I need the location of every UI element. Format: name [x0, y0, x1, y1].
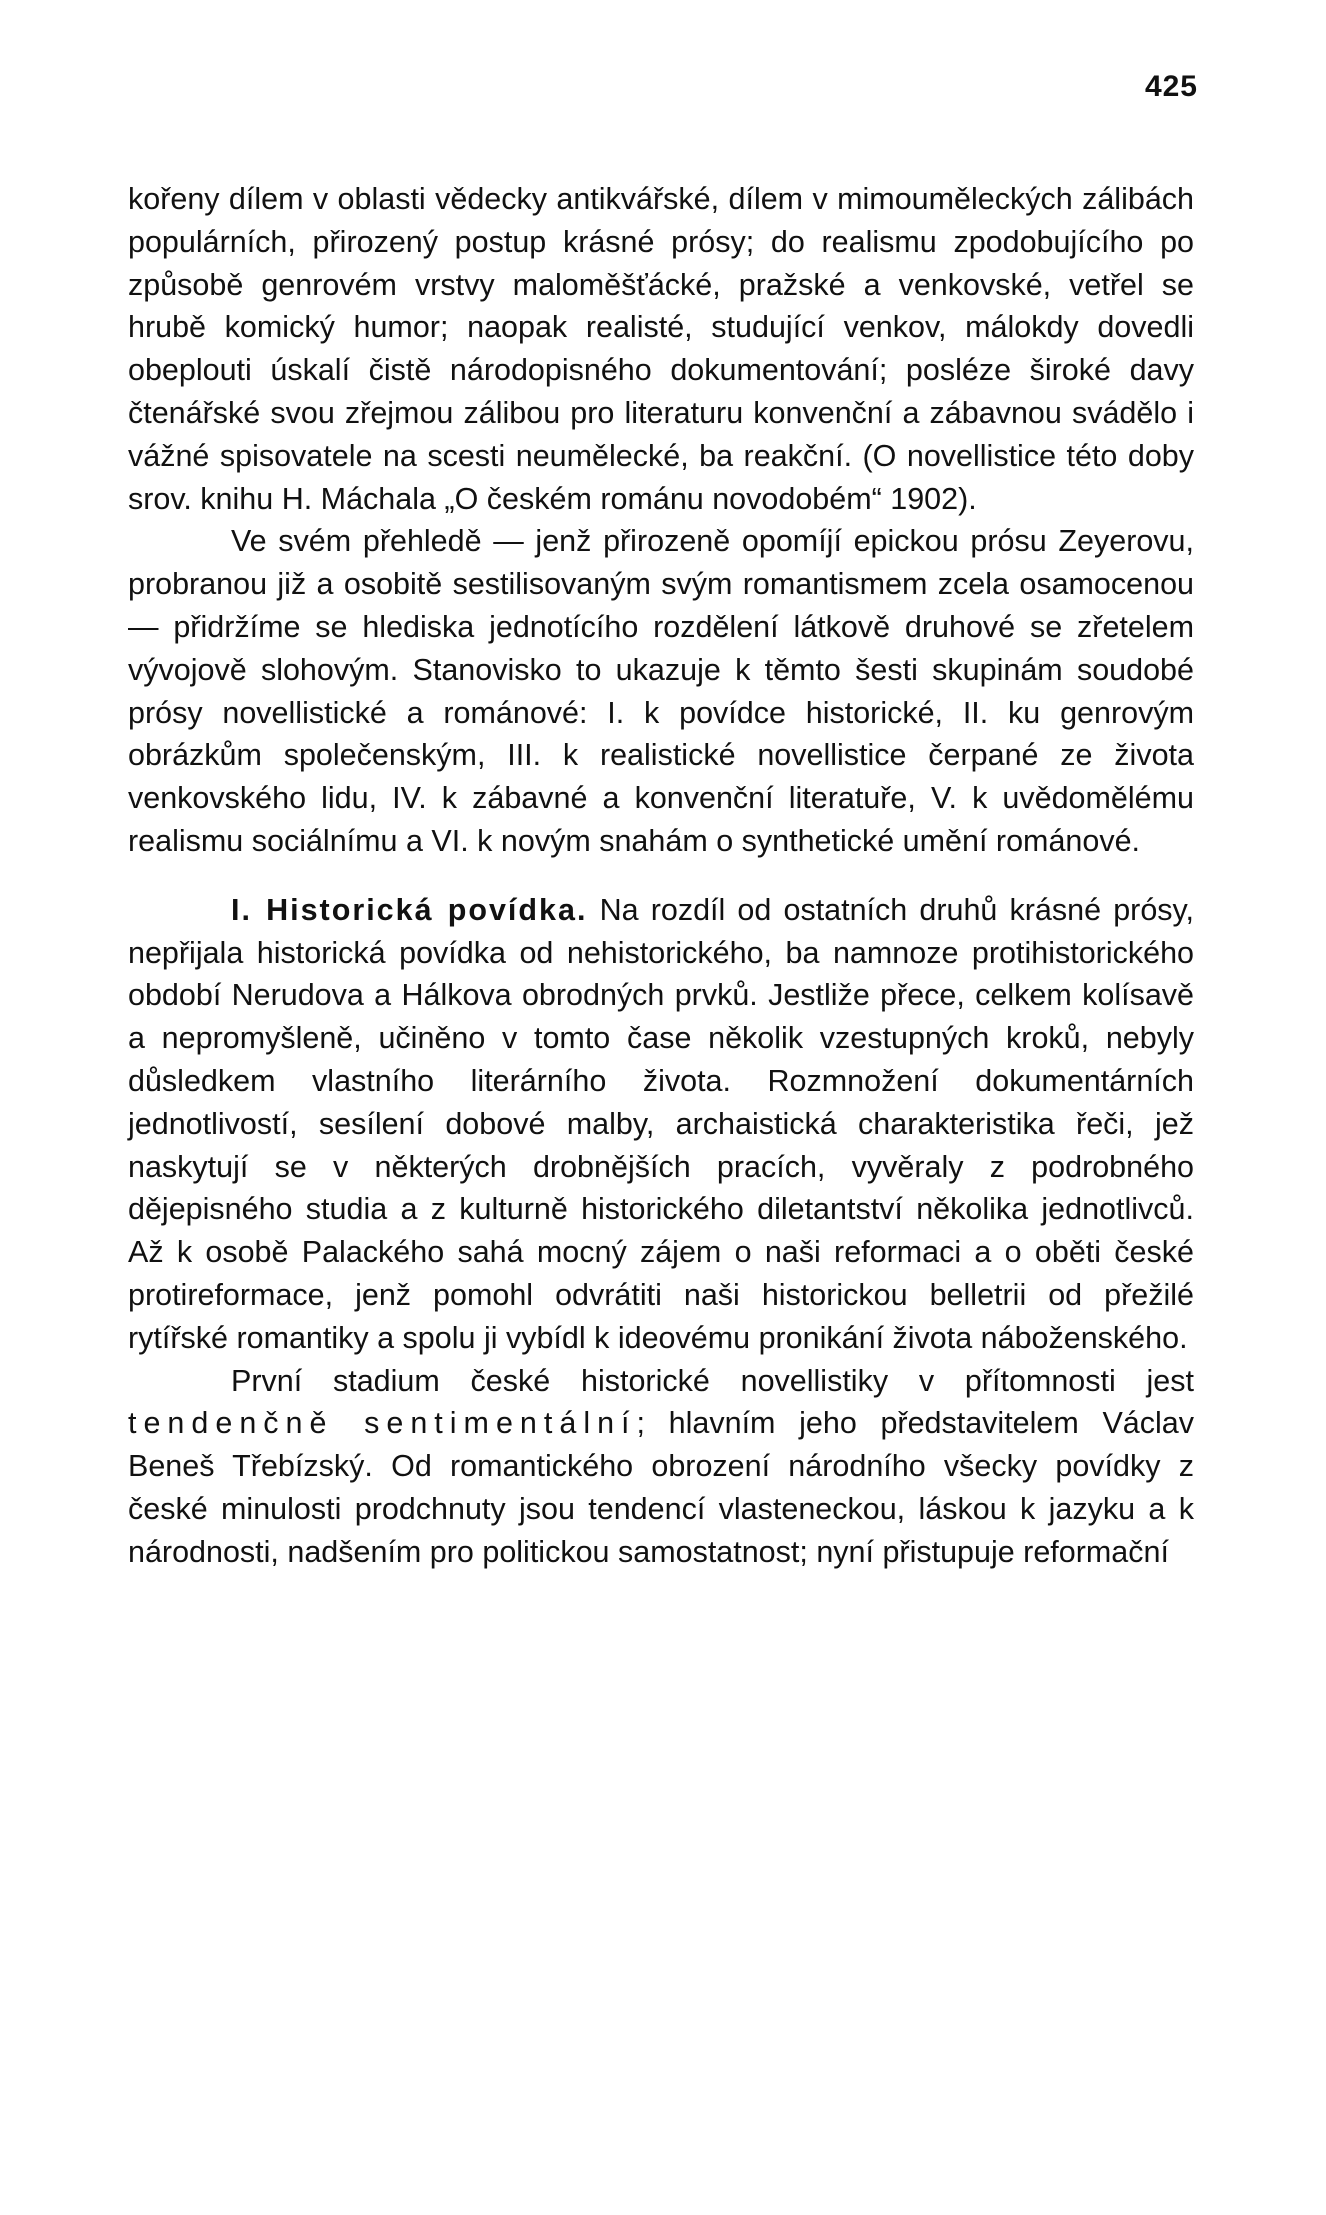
page-number: 425: [1144, 70, 1198, 103]
paragraph-1: kořeny dílem v oblasti vědecky antikvářské, dílem v mimouměleckých zálibách populárních, přirozený postup krásné prósy; do realismu zpodobujícího po způsobě genrovém vrstvy maloměšťácké, pražské a venkovské, vetřel se hrubě komický humor; naopak realisté, studující venkov, málokdy dovedli obeplouti úskalí čistě národopisného dokumentování; posléze široké davy čtenářské svou zřejmou zálibou pro literaturu konvenční a zábavnou svádělo i vážné spisovatele na scesti neumělecké, ba reakční. (O novellistice této doby srov. knihu H. Máchala „O českém románu novodobém“ 1902).: [128, 182, 1194, 516]
paragraph-2: Ve svém přehledě — jenž přirozeně opomíjí epickou prósu Zeyerovu, probranou již a osobitě sestilisovaným svým romantismem zcela osamocenou — přidržíme se hlediska jednotícího rozdělení látkově druhové se zřetelem vývojově slohovým. Stanovisko to ukazuje k těmto šesti skupinám soudobé prósy novellistické a románové: I. k povídce historické, II. ku genrovým obrázkům společenským, III. k realistické novellistice čerpané ze života venkovského lidu, IV. k zábavné a konvenční literatuře, V. k uvědomělému realismu sociálnímu a VI. k novým snahám o synthetické umění románové.: [128, 524, 1194, 858]
section-title: I. Historická povídka.: [231, 892, 588, 927]
paragraph-4: [128, 1360, 1194, 1574]
paragraph-4-rest: ; hlavním jeho představitelem Václav Beneš Třebízský. Od romantického obrození národního všecky povídky z české minulosti prodchnuty jsou tendencí vlasteneckou, láskou k jazyku a k národnosti, nadšením pro politickou samostatnost; nyní přistupuje reformační: [128, 1406, 1194, 1569]
paragraph-3-body: Na rozdíl od ostatních druhů krásné prósy, nepřijala historická povídka od nehistorického, ba namnoze protihistorického období Nerudova a Hálkova obrodných prvků. Jestliže přece, celkem kolísavě a nepromyšleně, učiněno v tomto čase několik vzestupných kroků, nebyly důsledkem vlastního literárního života. Rozmnožení dokumentárních jednotlivostí, sesílení dobové malby, archaistická charakteristika řeči, jež naskytují se v některých drobnějších pracích, vyvěraly z podrobného dějepisného studia a z kulturně historického diletantství několika jednotlivců. Až k osobě Palackého sahá mocný zájem o naši reformaci a o oběti české protireformace, jenž pomohl odvrátiti naši historickou belletrii od přežilé rytířské romantiky a spolu ji vybídl k ideovému pronikání života náboženského.: [128, 892, 1194, 1355]
paragraph-4-start: První stadium české historické novellistiky v přítomnosti jest: [231, 1363, 1194, 1398]
emphasized-term: tendenčně sentimentální: [128, 1406, 637, 1441]
body-text: [128, 178, 1194, 1574]
paragraph-3: [128, 889, 1194, 1360]
